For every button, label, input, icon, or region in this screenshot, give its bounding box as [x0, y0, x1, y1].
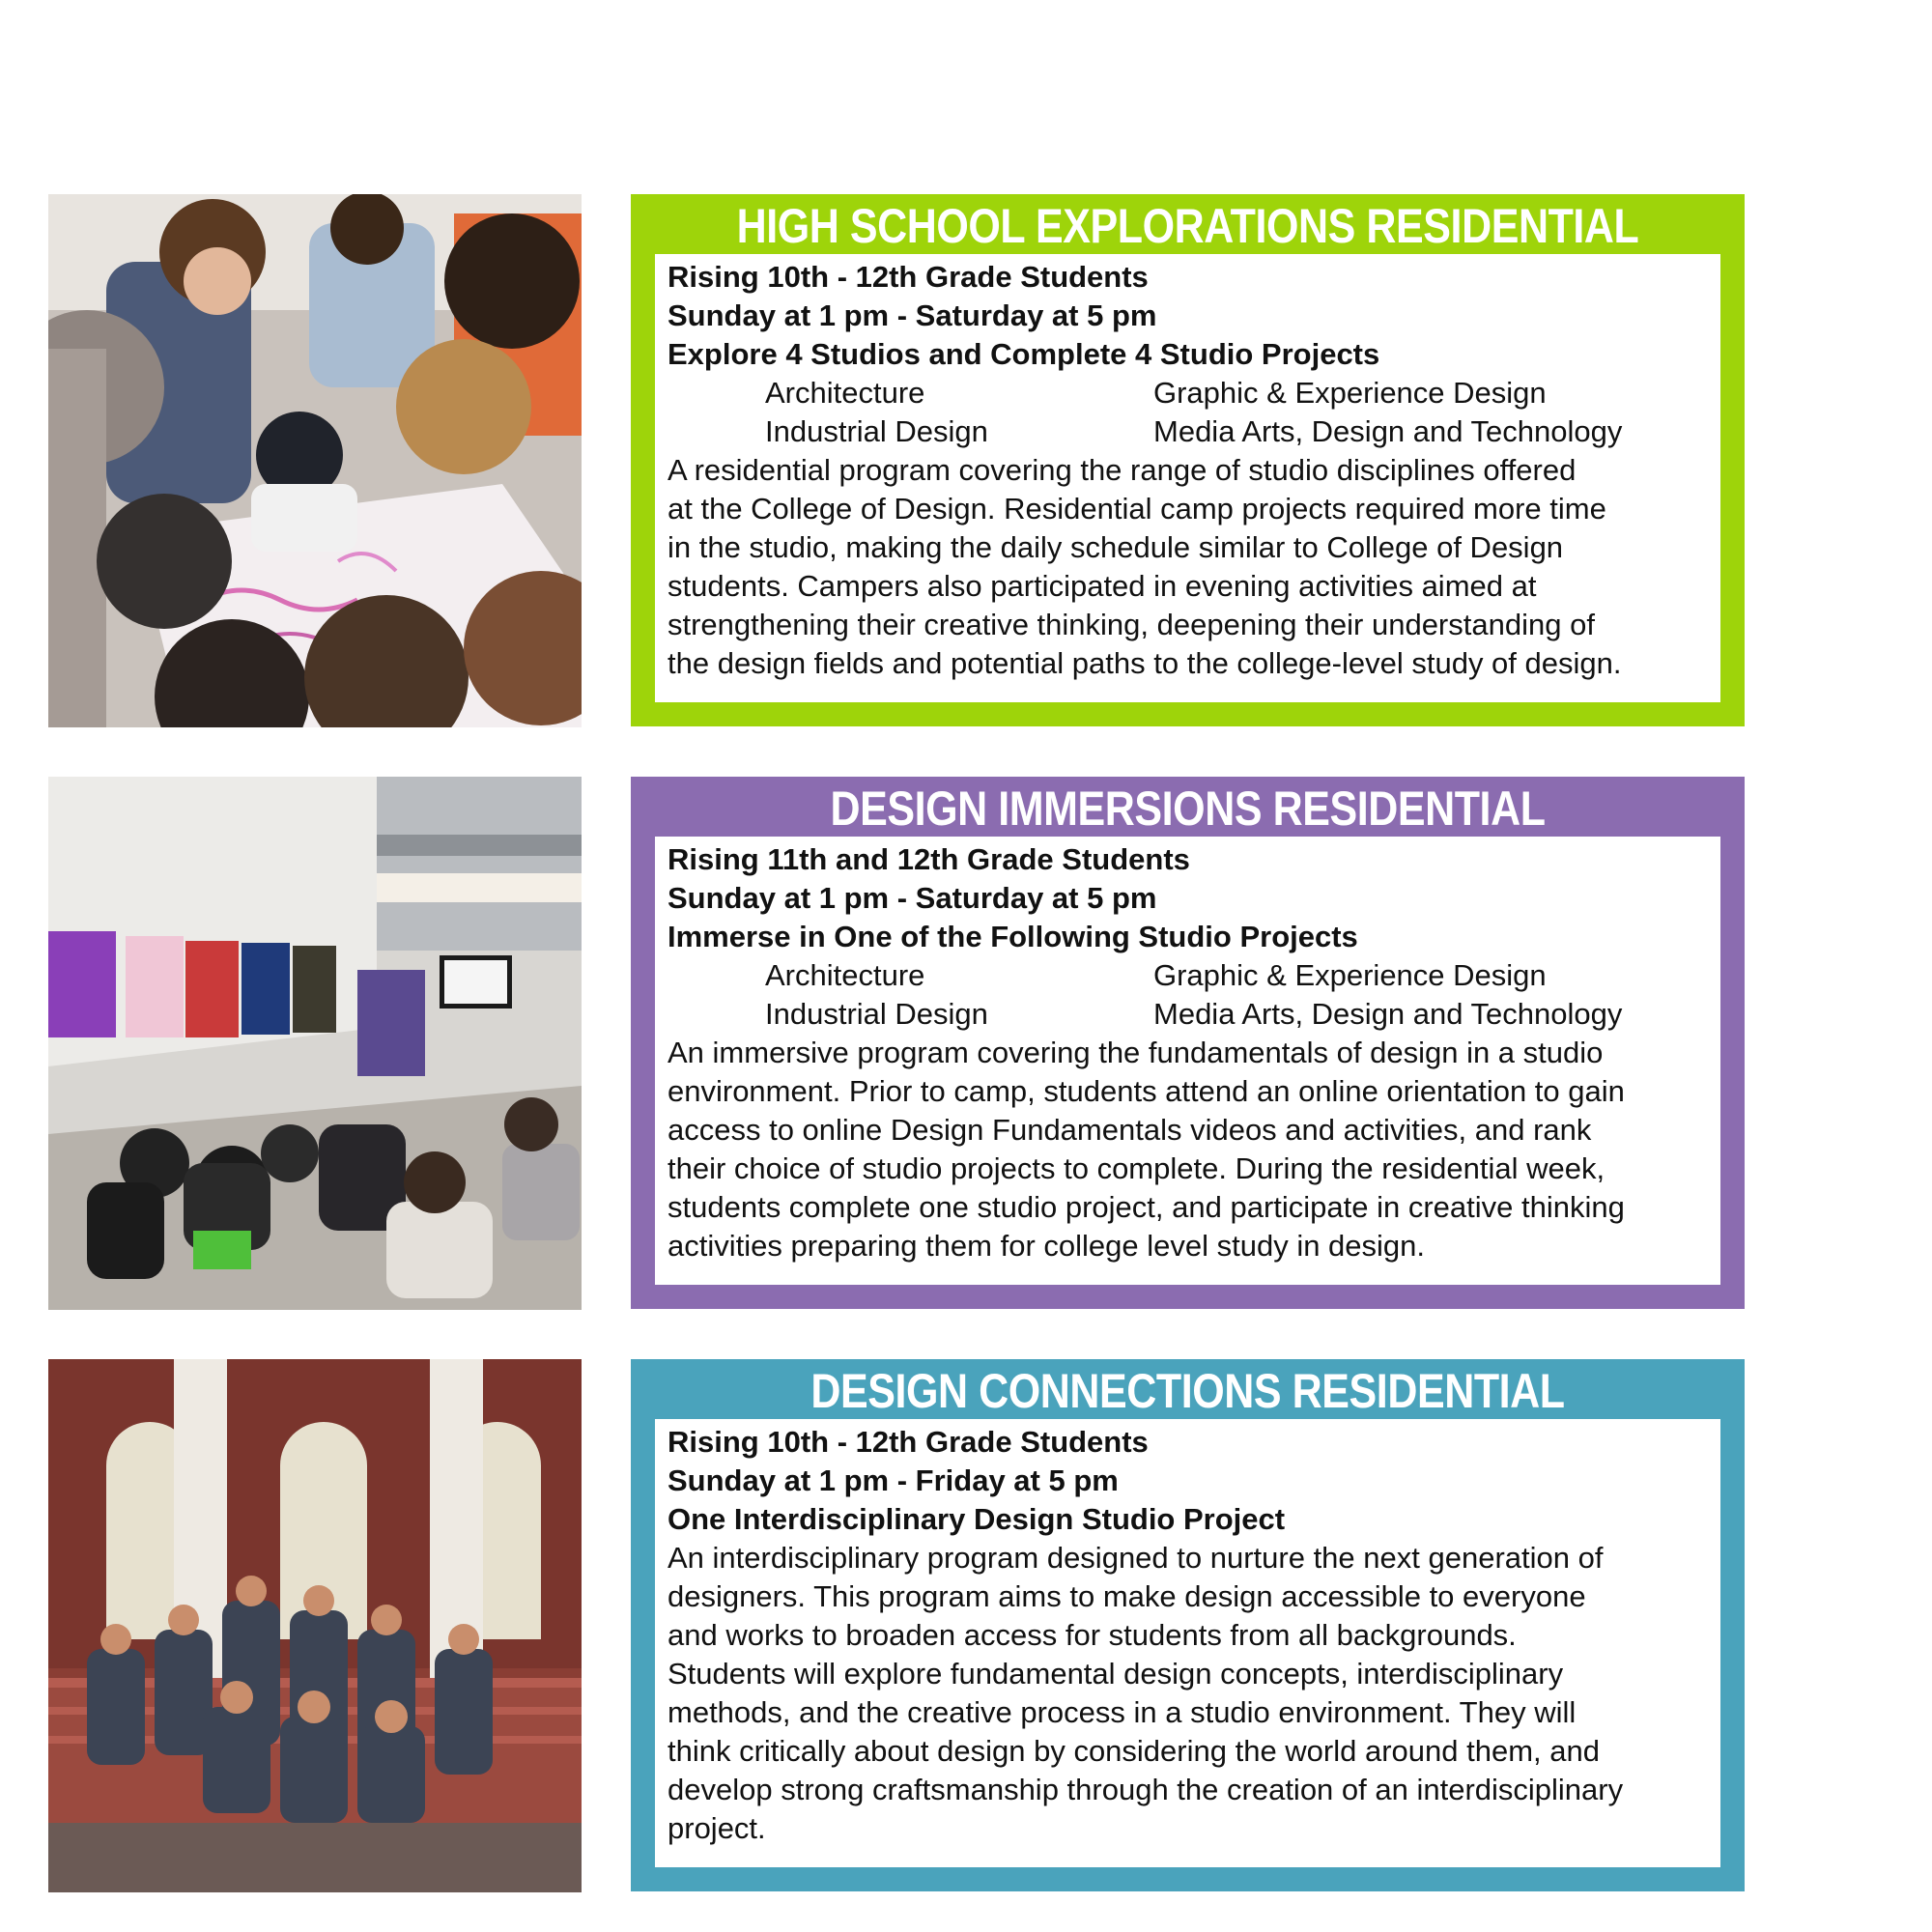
description-line: A residential program covering the range of studio disciplines offered: [668, 453, 1577, 487]
program-focus: Immerse in One of the Following Studio Projects: [668, 920, 1358, 953]
photo-students-gallery: [48, 777, 582, 1310]
description-line: An interdisciplinary program designed to nurture the next generation of: [668, 1541, 1604, 1575]
program-description: [668, 1034, 1708, 1265]
description-line: the design fields and potential paths to the college-level study of design.: [668, 646, 1622, 680]
program-title: HIGH SCHOOL EXPLORATIONS RESIDENTIAL: [736, 199, 1639, 253]
studio-item: Media Arts, Design and Technology: [1153, 414, 1623, 448]
program-audience: Rising 11th and 12th Grade Students: [668, 842, 1190, 876]
studio-item: Architecture: [765, 958, 925, 992]
description-line: activities preparing them for college level study in design.: [668, 1229, 1426, 1263]
program-title: DESIGN IMMERSIONS RESIDENTIAL: [830, 781, 1546, 836]
description-line: develop strong craftsmanship through the creation of an interdisciplinary: [668, 1773, 1624, 1806]
program-details: [655, 1419, 1720, 1867]
description-line: strengthening their creative thinking, deepening their understanding of: [668, 608, 1595, 641]
description-line: in the studio, making the daily schedule similar to College of Design: [668, 530, 1564, 564]
program-details: [655, 254, 1720, 702]
description-line: think critically about design by considering the world around them, and: [668, 1734, 1600, 1768]
program-focus: One Interdisciplinary Design Studio Project: [668, 1502, 1286, 1536]
program-details: [655, 837, 1720, 1285]
description-line: designers. This program aims to make design accessible to everyone: [668, 1579, 1586, 1613]
studio-item: Industrial Design: [765, 997, 988, 1031]
studio-item: Architecture: [765, 376, 925, 410]
program-audience: Rising 10th - 12th Grade Students: [668, 260, 1149, 294]
program-audience: Rising 10th - 12th Grade Students: [668, 1425, 1149, 1459]
program-schedule: Sunday at 1 pm - Saturday at 5 pm: [668, 881, 1157, 915]
studio-list: [668, 956, 1708, 1034]
program-card-connections: [631, 1359, 1745, 1891]
studio-item: Graphic & Experience Design: [1153, 958, 1547, 992]
program-schedule: Sunday at 1 pm - Saturday at 5 pm: [668, 298, 1157, 332]
description-line: project.: [668, 1811, 766, 1845]
description-line: environment. Prior to camp, students attend an online orientation to gain: [668, 1074, 1625, 1108]
description-line: An immersive program covering the fundamentals of design in a studio: [668, 1036, 1604, 1069]
photo-group-steps: [48, 1359, 582, 1892]
studio-list: [668, 374, 1708, 451]
program-description: [668, 1539, 1708, 1848]
program-card-immersions: [631, 777, 1745, 1309]
description-line: their choice of studio projects to complete. During the residential week,: [668, 1151, 1605, 1185]
studio-item: Industrial Design: [765, 414, 988, 448]
studio-item: Graphic & Experience Design: [1153, 376, 1547, 410]
description-line: Students will explore fundamental design concepts, interdisciplinary: [668, 1657, 1564, 1690]
studio-item: Media Arts, Design and Technology: [1153, 997, 1623, 1031]
description-line: students. Campers also participated in evening activities aimed at: [668, 569, 1537, 603]
program-card-explorations: [631, 194, 1745, 726]
description-line: students complete one studio project, and participate in creative thinking: [668, 1190, 1625, 1224]
photo-students-drawing: [48, 194, 582, 727]
program-schedule: Sunday at 1 pm - Friday at 5 pm: [668, 1463, 1119, 1497]
description-line: access to online Design Fundamentals videos and activities, and rank: [668, 1113, 1592, 1147]
description-line: at the College of Design. Residential camp projects required more time: [668, 492, 1606, 526]
program-focus: Explore 4 Studios and Complete 4 Studio Projects: [668, 337, 1380, 371]
program-description: [668, 451, 1708, 683]
description-line: methods, and the creative process in a studio environment. They will: [668, 1695, 1577, 1729]
description-line: and works to broaden access for students from all backgrounds.: [668, 1618, 1517, 1652]
program-title: DESIGN CONNECTIONS RESIDENTIAL: [810, 1364, 1565, 1418]
